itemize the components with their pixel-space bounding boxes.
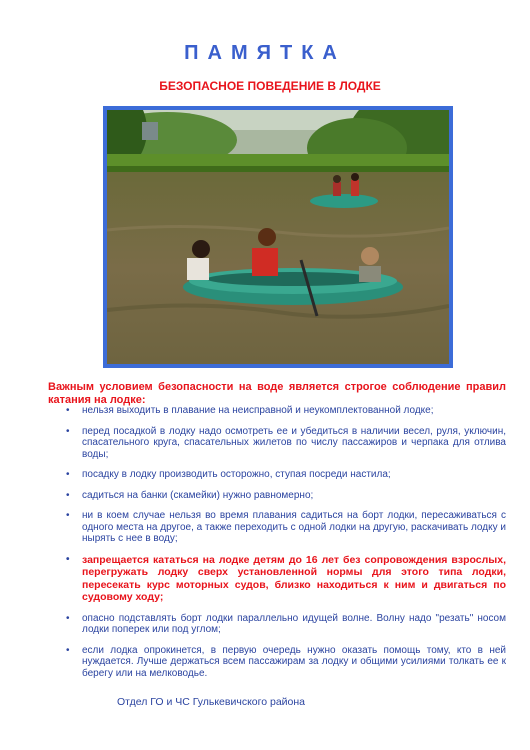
rule-text: посадку в лодку производить осторожно, ступая посреди настила; [82,469,391,480]
rule-item [66,613,506,636]
bullet-icon: • [66,644,70,656]
bullet-icon: • [66,612,70,624]
bullet-icon: • [66,489,70,501]
rule-item [66,645,506,680]
rule-item [66,405,506,417]
bullet-icon: • [66,469,70,480]
rule-text: запрещается кататься на лодке детям до 16 лет без сопровождения взрослых, перегружать лодку сверх установленной нормы для этого типа лодки, пересекать курс моторных судов, близко находиться к ним и двигаться по судовому ходу; [82,553,506,603]
rule-item [66,510,506,545]
page-subtitle: БЕЗОПАСНОЕ ПОВЕДЕНИЕ В ЛОДКЕ [159,79,381,93]
rule-text: если лодка опрокинется, в первую очередь нужно оказать помощь тому, кто в ней нуждается. Лучше держаться всем пассажирам за лодку и общими усилиями толкать ее к берегу или на мелководье. [82,644,506,679]
bullet-icon: • [66,510,70,521]
rule-item-warning [66,554,506,604]
intro-text: Важным условием безопасности на воде является строгое соблюдение правил катания на лодке: [48,381,506,406]
rules-list [66,405,506,688]
rule-item [66,426,506,461]
bullet-icon: • [66,405,70,416]
rule-text: перед посадкой в лодку надо осмотреть ее и убедиться в наличии весел, руля, уключин, спасательного круга, спасательных жилетов по числу пассажиров и черпака для отлива воды; [82,425,506,460]
footer-signature: Отдел ГО и ЧС Гулькевичского района [117,696,305,708]
rule-text: ни в коем случае нельзя во время плавания садиться на борт лодки, пересаживаться с одного места на другое, а также переходить с одной лодки на другую, раскачивать лодку и нырять с нее в воду; [82,510,506,544]
rule-item [66,490,506,502]
rule-text: садиться на банки (скамейки) нужно равномерно; [82,489,314,501]
bullet-icon: • [66,425,70,437]
page-title: ПАМЯТКА [184,42,346,64]
rule-text: опасно подставлять борт лодки параллельно идущей волне. Волну надо "резать" носом лодки поперек или под углом; [82,612,506,635]
rule-text: нельзя выходить в плавание на неисправной и неукомплектованной лодке; [82,405,434,416]
boat-photo-image [107,110,449,364]
bullet-icon: • [66,553,70,565]
boat-photo [103,106,453,368]
rule-item [66,469,506,481]
